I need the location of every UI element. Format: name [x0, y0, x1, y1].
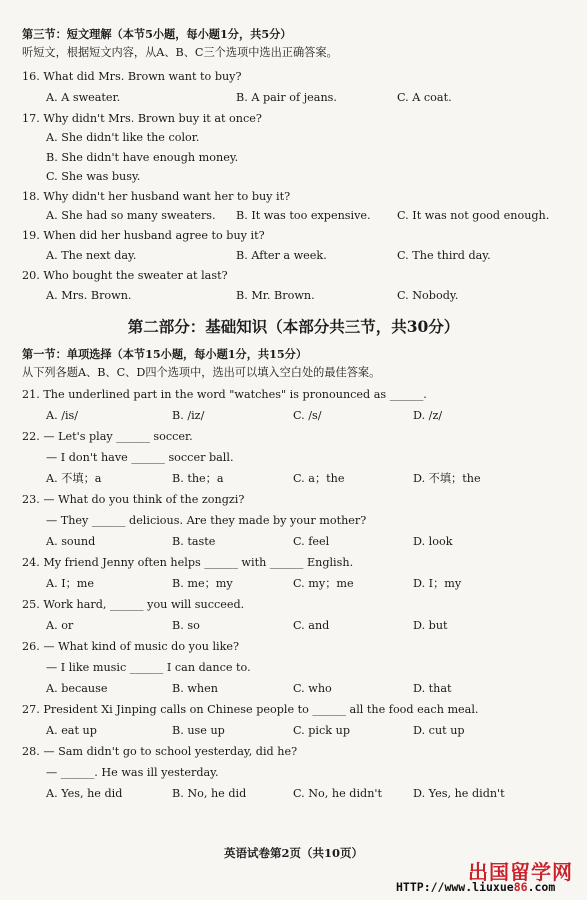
question-25: 25. Work hard, ______ you will succeed.: [22, 598, 245, 611]
option-a: A. or: [46, 619, 74, 632]
option-b: B. so: [172, 619, 200, 632]
question-28-options: [22, 787, 577, 801]
option-a: A. Mrs. Brown.: [46, 289, 132, 302]
url-prefix: HTTP://www.liuxue: [396, 880, 514, 894]
part2-title: 第二部分：基础知识（本部分共三节，共30分）: [127, 317, 460, 336]
option-d: D. that: [413, 682, 452, 695]
section3-heading: 第三节：短文理解（本节5小题，每小题1分，共5分）: [22, 27, 292, 41]
option-a: A. eat up: [46, 724, 97, 737]
question-23-line1: 23. — What do you think of the zongzi?: [22, 493, 245, 506]
option-b: B. It was too expensive.: [236, 209, 371, 222]
question-19: 19. When did her husband agree to buy it?: [22, 229, 265, 242]
question-17-option-a: A. She didn't like the color.: [46, 131, 200, 144]
question-20: 20. Who bought the sweater at last?: [22, 269, 228, 282]
question-26-options: [22, 682, 577, 696]
question-28-line1: 28. — Sam didn't go to school yesterday, did he?: [22, 745, 298, 758]
question-23-options: [22, 535, 577, 549]
option-c: C. Nobody.: [397, 289, 459, 302]
option-a: A. I；me: [46, 577, 95, 590]
option-a: A. A sweater.: [46, 91, 121, 104]
question-25-options: [22, 619, 577, 633]
option-d: D. Yes, he didn't: [413, 787, 505, 800]
url-suffix: .com: [527, 880, 556, 894]
question-22-options: [22, 472, 577, 486]
option-d: D. but: [413, 619, 448, 632]
question-24: 24. My friend Jenny often helps ______ with ______ English.: [22, 556, 354, 569]
option-d: D. 不填；the: [413, 472, 481, 485]
url-highlight: 86: [513, 880, 528, 894]
question-17: 17. Why didn't Mrs. Brown buy it at once?: [22, 112, 262, 125]
option-a: A. Yes, he did: [46, 787, 123, 800]
option-a: A. because: [46, 682, 108, 695]
question-19-options: [22, 249, 577, 263]
option-a: A. She had so many sweaters.: [46, 209, 216, 222]
option-c: C. who: [293, 682, 332, 695]
option-b: B. use up: [172, 724, 225, 737]
option-a: A. /is/: [46, 409, 79, 422]
option-c: C. my；me: [293, 577, 354, 590]
option-b: B. /iz/: [172, 409, 205, 422]
watermark-logo: 出国留学网: [468, 860, 573, 884]
option-b: B. the；a: [172, 472, 224, 485]
question-22-line1: 22. — Let's play ______ soccer.: [22, 430, 193, 443]
option-b: B. A pair of jeans.: [236, 91, 337, 104]
question-26-line2: — I like music ______ I can dance to.: [46, 661, 251, 674]
option-d: D. cut up: [413, 724, 465, 737]
question-16: 16. What did Mrs. Brown want to buy?: [22, 70, 242, 83]
question-17-option-c: C. She was busy.: [46, 170, 141, 183]
question-24-options: [22, 577, 577, 591]
option-b: B. when: [172, 682, 218, 695]
option-c: C. The third day.: [397, 249, 491, 262]
question-18: 18. Why didn't her husband want her to buy it?: [22, 190, 291, 203]
option-b: B. me；my: [172, 577, 233, 590]
section1-instruction: 从下列各题A、B、C、D四个选项中，选出可以填入空白处的最佳答案。: [22, 366, 381, 379]
question-17-option-b: B. She didn't have enough money.: [46, 151, 239, 164]
option-d: D. /z/: [413, 409, 443, 422]
question-20-options: [22, 289, 577, 303]
option-c: C. It was not good enough.: [397, 209, 550, 222]
option-a: A. The next day.: [46, 249, 137, 262]
question-21: 21. The underlined part in the word "watches" is pronounced as ______.: [22, 388, 427, 401]
option-d: D. look: [413, 535, 453, 548]
option-c: C. pick up: [293, 724, 350, 737]
section1-heading: 第一节：单项选择（本节15小题，每小题1分，共15分）: [22, 347, 308, 361]
question-26-line1: 26. — What kind of music do you like?: [22, 640, 240, 653]
question-27: 27. President Xi Jinping calls on Chinese people to ______ all the food each meal.: [22, 703, 479, 716]
option-b: B. Mr. Brown.: [236, 289, 315, 302]
section3-instruction: 听短文，根据短文内容，从A、B、C三个选项中选出正确答案。: [22, 46, 338, 59]
question-21-options: [22, 409, 577, 423]
question-23-line2: — They ______ delicious. Are they made by your mother?: [46, 514, 367, 527]
option-c: C. feel: [293, 535, 330, 548]
option-c: C. and: [293, 619, 330, 632]
watermark-url[interactable]: [396, 880, 555, 894]
question-18-options: [22, 209, 577, 223]
option-c: C. No, he didn't: [293, 787, 382, 800]
question-22-line2: — I don't have ______ soccer ball.: [46, 451, 234, 464]
option-c: C. a；the: [293, 472, 345, 485]
option-b: B. No, he did: [172, 787, 247, 800]
question-16-options: [22, 91, 577, 105]
option-d: D. I；my: [413, 577, 462, 590]
page-footer: 英语试卷第2页（共10页）: [223, 846, 363, 860]
question-27-options: [22, 724, 577, 738]
option-b: B. After a week.: [236, 249, 327, 262]
question-28-line2: — ______. He was ill yesterday.: [46, 766, 219, 779]
option-a: A. sound: [46, 535, 96, 548]
option-c: C. A coat.: [397, 91, 452, 104]
option-b: B. taste: [172, 535, 216, 548]
option-a: A. 不填；a: [46, 472, 102, 485]
option-c: C. /s/: [293, 409, 322, 422]
